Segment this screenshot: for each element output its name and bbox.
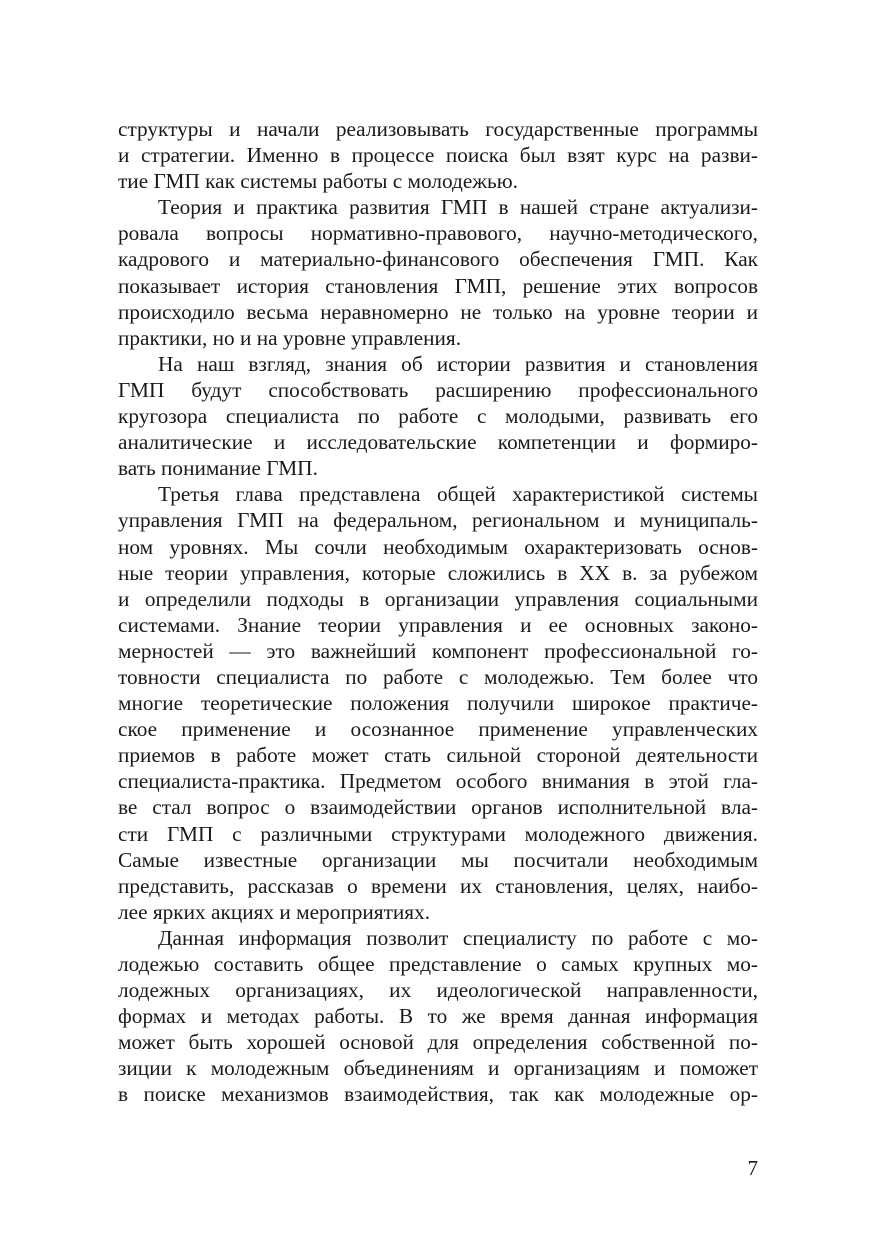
text-line: приемов в работе может стать сильной стороной деятельности — [118, 743, 758, 768]
text-line: Третья глава представлена общей характеристикой системы — [158, 482, 758, 507]
body-text — [118, 116, 758, 1108]
text-line: и определили подходы в организации управления социальными — [118, 586, 758, 611]
text-line: Теория и практика развития ГМП в нашей стране актуализи- — [158, 195, 758, 220]
text-line: Самые известные организации мы посчитали необходимым — [118, 847, 758, 872]
paragraph — [118, 351, 758, 481]
text-line: показывает история становления ГМП, решение этих вопросов — [118, 273, 758, 298]
page-number: 7 — [747, 1156, 758, 1180]
paragraph — [118, 194, 758, 351]
text-line: лодежью составить общее представление о самых крупных мо- — [118, 952, 758, 976]
text-line: кругозора специалиста по работе с молодыми, развивать его — [118, 404, 758, 429]
text-line: ГМП будут способствовать расширению профессионального — [118, 377, 758, 402]
text-line: тие ГМП как системы работы с молодежью. — [118, 169, 518, 194]
text-line: многие теоретические положения получили широкое практиче- — [118, 691, 758, 716]
text-line: формах и методах работы. В то же время данная информация — [118, 1004, 758, 1029]
text-line: сти ГМП с различными структурами молодежного движения. — [118, 821, 758, 846]
paragraph — [118, 481, 758, 925]
text-line: аналитические и исследовательские компетенции и формиро- — [118, 430, 758, 455]
text-line: зиции к молодежным объединениям и организациям и поможет — [118, 1056, 758, 1081]
text-line: ные теории управления, которые сложились в XX в. за рубежом — [118, 560, 758, 585]
text-line: ровала вопросы нормативно-правового, научно-методического, — [118, 221, 758, 246]
text-line: представить, рассказав о времени их становления, целях, наибо- — [118, 873, 758, 898]
text-line: ном уровнях. Мы сочли необходимым охарактеризовать основ- — [118, 534, 758, 559]
text-line: товности специалиста по работе с молодежью. Тем более что — [118, 664, 758, 689]
text-line: кадрового и материально-финансового обеспечения ГМП. Как — [118, 247, 758, 272]
text-line: ве стал вопрос о взаимодействии органов исполнительной вла- — [118, 795, 758, 820]
text-line: практики, но и на уровне управления. — [118, 325, 462, 350]
text-line: управления ГМП на федеральном, региональном и муниципаль- — [118, 508, 758, 533]
text-line: структуры и начали реализовывать государственные программы — [118, 117, 758, 141]
text-line: На наш взгляд, знания об истории развития и становления — [158, 351, 758, 376]
text-line: специалиста-практика. Предметом особого внимания в этой гла- — [118, 769, 758, 794]
text-line: может быть хорошей основой для определения собственной по- — [118, 1030, 758, 1055]
text-line: Данная информация позволит специалисту по работе с мо- — [158, 925, 758, 950]
paragraph — [118, 925, 758, 1108]
text-line: лее ярких акциях и мероприятиях. — [118, 899, 431, 924]
text-line: в поиске механизмов взаимодействия, так как молодежные ор- — [118, 1082, 758, 1107]
text-line: системами. Знание теории управления и ее основных законо- — [118, 612, 758, 637]
text-line: и стратегии. Именно в процессе поиска был взят курс на разви- — [118, 143, 758, 168]
text-line: происходило весьма неравномерно не только на уровне теории и — [118, 299, 758, 324]
text-line: лодежных организациях, их идеологической направленности, — [118, 978, 758, 1003]
text-line: мерностей — это важнейший компонент профессиональной го- — [118, 638, 758, 663]
paragraph — [118, 116, 758, 194]
text-line: ское применение и осознанное применение управленческих — [118, 717, 758, 742]
text-line: вать понимание ГМП. — [118, 456, 318, 481]
